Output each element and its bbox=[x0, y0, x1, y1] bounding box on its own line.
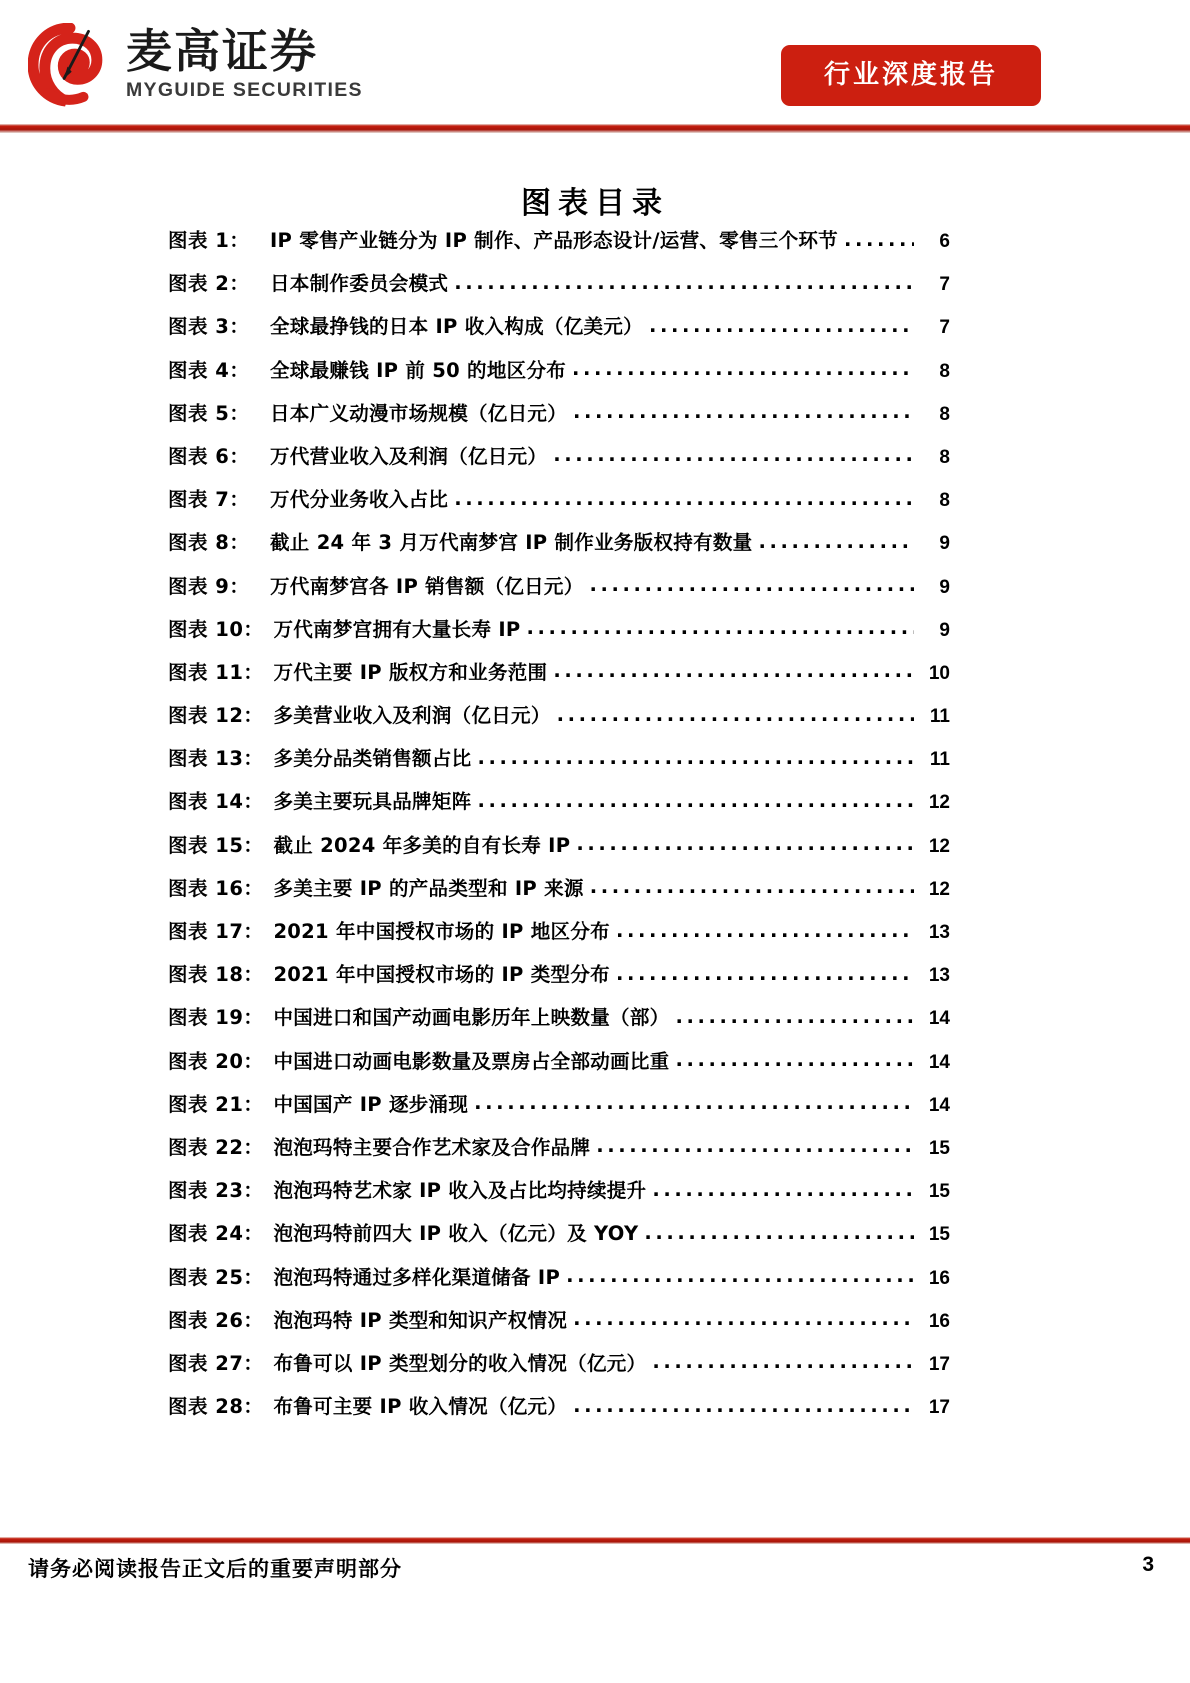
toc-leader-dots bbox=[616, 962, 914, 982]
toc-leader-dots bbox=[573, 400, 914, 420]
toc-entry[interactable] bbox=[168, 398, 950, 441]
toc-entry-title: 泡泡玛特艺术家 IP 收入及占比均持续提升 bbox=[273, 1179, 647, 1203]
toc-entry[interactable] bbox=[168, 441, 950, 484]
toc-entry-label: 图表 18： bbox=[168, 963, 264, 987]
toc-entry-page-number: 11 bbox=[929, 706, 950, 728]
toc-entry-label: 图表 24： bbox=[168, 1222, 264, 1246]
toc-entry-page-number: 15 bbox=[928, 1224, 950, 1246]
toc-entry-label: 图表 20： bbox=[168, 1049, 264, 1073]
toc-entry-title: 布鲁可主要 IP 收入情况（亿元） bbox=[273, 1395, 568, 1419]
toc-entry-label: 图表 13： bbox=[168, 747, 264, 771]
toc-leader-dots bbox=[644, 1221, 914, 1241]
toc-entry-title: 万代主要 IP 版权方和业务范围 bbox=[273, 660, 548, 684]
toc-entry-title: 泡泡玛特 IP 类型和知识产权情况 bbox=[273, 1308, 568, 1332]
toc-entry-label: 图表 14： bbox=[168, 790, 264, 814]
toc-entry-label: 图表 10： bbox=[168, 617, 264, 641]
toc-entry-page-number: 17 bbox=[928, 1397, 950, 1419]
toc-entry[interactable] bbox=[168, 743, 950, 786]
toc-entry-page-number: 7 bbox=[939, 274, 950, 296]
toc-entry-page-number: 9 bbox=[939, 533, 950, 555]
toc-leader-dots bbox=[616, 919, 914, 939]
toc-entry-title: 中国国产 IP 逐步涌现 bbox=[273, 1092, 469, 1116]
toc-entry-label: 图表 3： bbox=[168, 315, 250, 339]
toc-entry[interactable] bbox=[168, 1046, 950, 1089]
toc-entry-page-number: 6 bbox=[939, 231, 950, 252]
toc-entry-title: 日本制作委员会模式 bbox=[270, 272, 449, 296]
toc-entry[interactable] bbox=[168, 1175, 950, 1218]
toc-entry-label: 图表 6： bbox=[168, 444, 250, 468]
toc-entry[interactable] bbox=[168, 786, 950, 829]
toc-leader-dots bbox=[566, 1264, 914, 1284]
toc-entry-title: 泡泡玛特通过多样化渠道储备 IP bbox=[273, 1265, 561, 1289]
toc-entry[interactable] bbox=[168, 700, 950, 743]
toc-entry-page-number: 7 bbox=[939, 317, 950, 339]
toc-entry-page-number: 15 bbox=[928, 1181, 950, 1203]
toc-entry-page-number: 15 bbox=[928, 1137, 950, 1159]
toc-leader-dots bbox=[844, 228, 914, 248]
toc-entry[interactable] bbox=[168, 1305, 950, 1348]
toc-entry[interactable] bbox=[168, 1218, 950, 1261]
footer-divider-rule bbox=[0, 1537, 1190, 1544]
toc-entry-title: 泡泡玛特主要合作艺术家及合作品牌 bbox=[273, 1135, 591, 1159]
figure-table-of-contents bbox=[168, 225, 950, 1434]
toc-entry-label: 图表 12： bbox=[168, 704, 264, 728]
toc-entry-label: 图表 7： bbox=[168, 488, 250, 512]
toc-entry-page-number: 9 bbox=[939, 619, 950, 641]
toc-entry-title: 泡泡玛特前四大 IP 收入（亿元）及 YOY bbox=[273, 1222, 639, 1246]
toc-entry-page-number: 17 bbox=[928, 1353, 950, 1375]
toc-leader-dots bbox=[573, 1307, 914, 1327]
toc-leader-dots bbox=[526, 616, 914, 636]
toc-entry-title: 中国进口和国产动画电影历年上映数量（部） bbox=[273, 1006, 670, 1030]
toc-leader-dots bbox=[474, 1091, 914, 1111]
toc-leader-dots bbox=[477, 789, 914, 809]
toc-entry[interactable] bbox=[168, 614, 950, 657]
toc-entry-label: 图表 27： bbox=[168, 1351, 264, 1375]
toc-entry[interactable] bbox=[168, 657, 950, 700]
toc-entry-label: 图表 2： bbox=[168, 272, 250, 296]
toc-leader-dots bbox=[758, 530, 914, 550]
report-type-badge: 行业深度报告 bbox=[781, 45, 1041, 106]
toc-entry-page-number: 9 bbox=[939, 576, 950, 598]
toc-entry-label: 图表 28： bbox=[168, 1395, 264, 1419]
header-divider-rule bbox=[0, 124, 1190, 133]
toc-entry-title: 布鲁可以 IP 类型划分的收入情况（亿元） bbox=[273, 1351, 647, 1375]
toc-entry-page-number: 14 bbox=[928, 1008, 950, 1030]
toc-entry-label: 图表 26： bbox=[168, 1308, 264, 1332]
toc-entry[interactable] bbox=[168, 311, 950, 354]
brand-name-en: MYGUIDE SECURITIES bbox=[126, 79, 363, 102]
toc-entry-page-number: 13 bbox=[928, 922, 950, 943]
toc-entry-label: 图表 15： bbox=[168, 833, 264, 857]
toc-leader-dots bbox=[572, 357, 914, 377]
toc-entry-page-number: 10 bbox=[928, 662, 950, 684]
toc-entry-title: 万代南梦宫各 IP 销售额（亿日元） bbox=[270, 574, 584, 598]
toc-leader-dots bbox=[477, 746, 914, 766]
toc-entry[interactable] bbox=[168, 873, 950, 916]
toc-entry-label: 图表 19： bbox=[168, 1006, 264, 1030]
toc-entry[interactable] bbox=[168, 571, 950, 614]
toc-leader-dots bbox=[557, 703, 914, 723]
toc-entry-title: 多美主要玩具品牌矩阵 bbox=[273, 790, 472, 814]
toc-entry[interactable] bbox=[168, 1002, 950, 1045]
footer-page-number: 3 bbox=[1142, 1553, 1154, 1576]
footer-disclaimer: 请务必阅读报告正文后的重要声明部分 bbox=[28, 1557, 402, 1581]
toc-entry-page-number: 12 bbox=[928, 835, 950, 857]
toc-entry-title: 2021 年中国授权市场的 IP 类型分布 bbox=[273, 963, 610, 987]
toc-entry[interactable] bbox=[168, 527, 950, 570]
toc-entry-label: 图表 17： bbox=[168, 920, 264, 943]
toc-leader-dots bbox=[576, 832, 914, 852]
toc-entry-page-number: 11 bbox=[929, 749, 950, 771]
page-footer bbox=[0, 1548, 1190, 1608]
toc-entry[interactable] bbox=[168, 1089, 950, 1132]
toc-entry-label: 图表 21： bbox=[168, 1092, 264, 1116]
toc-entry-label: 图表 4： bbox=[168, 358, 250, 382]
toc-entry-label: 图表 9： bbox=[168, 574, 250, 598]
toc-leader-dots bbox=[652, 1178, 914, 1198]
toc-entry-title: 多美分品类销售额占比 bbox=[273, 747, 472, 771]
toc-entry-label: 图表 16： bbox=[168, 876, 264, 900]
toc-entry-label: 图表 23： bbox=[168, 1179, 264, 1203]
toc-leader-dots bbox=[652, 1350, 914, 1370]
toc-entry-title: 万代南梦宫拥有大量长寿 IP bbox=[273, 617, 521, 641]
toc-entry-title: 截止 2024 年多美的自有长寿 IP bbox=[273, 833, 571, 857]
toc-entry-label: 图表 11： bbox=[168, 660, 264, 684]
toc-entry-page-number: 13 bbox=[928, 965, 950, 987]
toc-entry-title: 全球最赚钱 IP 前 50 的地区分布 bbox=[270, 358, 567, 382]
toc-leader-dots bbox=[454, 271, 914, 291]
toc-leader-dots bbox=[596, 1134, 914, 1154]
brand-name-cn: 麦高证券 bbox=[126, 24, 318, 78]
toc-entry-page-number: 8 bbox=[939, 403, 950, 425]
toc-entry[interactable] bbox=[168, 225, 950, 268]
toc-leader-dots bbox=[553, 659, 914, 679]
myguide-swirl-logo-icon bbox=[28, 23, 112, 107]
toc-entry-page-number: 16 bbox=[928, 1267, 950, 1289]
toc-entry-label: 图表 1： bbox=[168, 229, 250, 252]
toc-leader-dots bbox=[573, 1394, 914, 1414]
toc-entry-page-number: 14 bbox=[928, 1051, 950, 1073]
toc-entry-title: 万代分业务收入占比 bbox=[270, 488, 449, 512]
toc-entry[interactable] bbox=[168, 268, 950, 311]
toc-entry-title: 多美营业收入及利润（亿日元） bbox=[273, 704, 551, 728]
toc-leader-dots bbox=[590, 573, 914, 593]
toc-entry-title: 2021 年中国授权市场的 IP 地区分布 bbox=[273, 920, 610, 943]
page-title: 图表目录 bbox=[521, 186, 669, 221]
toc-entry-page-number: 12 bbox=[928, 878, 950, 900]
toc-entry[interactable] bbox=[168, 484, 950, 527]
toc-entry-title: 全球最挣钱的日本 IP 收入构成（亿美元） bbox=[270, 315, 643, 339]
toc-leader-dots bbox=[675, 1048, 914, 1068]
toc-entry-page-number: 8 bbox=[939, 490, 950, 512]
toc-entry-title: 万代营业收入及利润（亿日元） bbox=[270, 444, 548, 468]
toc-entry[interactable] bbox=[168, 916, 950, 959]
toc-leader-dots bbox=[649, 314, 914, 334]
toc-entry[interactable] bbox=[168, 1132, 950, 1175]
toc-entry-label: 图表 22： bbox=[168, 1135, 264, 1159]
toc-entry-page-number: 8 bbox=[939, 446, 950, 468]
toc-entry-page-number: 16 bbox=[928, 1310, 950, 1332]
toc-leader-dots bbox=[553, 443, 914, 463]
toc-entry-title: 截止 24 年 3 月万代南梦宫 IP 制作业务版权持有数量 bbox=[270, 531, 753, 555]
toc-leader-dots bbox=[590, 875, 914, 895]
toc-entry-title: 中国进口动画电影数量及票房占全部动画比重 bbox=[273, 1049, 670, 1073]
toc-entry-title: 多美主要 IP 的产品类型和 IP 来源 bbox=[273, 876, 584, 900]
toc-entry-page-number: 8 bbox=[939, 360, 950, 382]
toc-entry-label: 图表 25： bbox=[168, 1265, 264, 1289]
toc-entry-label: 图表 8： bbox=[168, 531, 250, 555]
toc-entry-page-number: 12 bbox=[928, 792, 950, 814]
page-header bbox=[0, 0, 1190, 128]
toc-entry-page-number: 14 bbox=[928, 1094, 950, 1116]
toc-leader-dots bbox=[454, 487, 914, 507]
toc-entry[interactable] bbox=[168, 959, 950, 1002]
company-logo bbox=[28, 23, 363, 107]
toc-entry[interactable] bbox=[168, 1348, 950, 1391]
toc-entry[interactable] bbox=[168, 830, 950, 873]
toc-entry-title: 日本广义动漫市场规模（亿日元） bbox=[270, 401, 568, 425]
toc-entry[interactable] bbox=[168, 1262, 950, 1305]
toc-leader-dots bbox=[675, 1005, 914, 1025]
toc-entry-title: IP 零售产业链分为 IP 制作、产品形态设计/运营、零售三个环节 bbox=[270, 229, 838, 252]
toc-entry[interactable] bbox=[168, 355, 950, 398]
toc-entry-label: 图表 5： bbox=[168, 401, 250, 425]
toc-entry[interactable] bbox=[168, 1391, 950, 1434]
